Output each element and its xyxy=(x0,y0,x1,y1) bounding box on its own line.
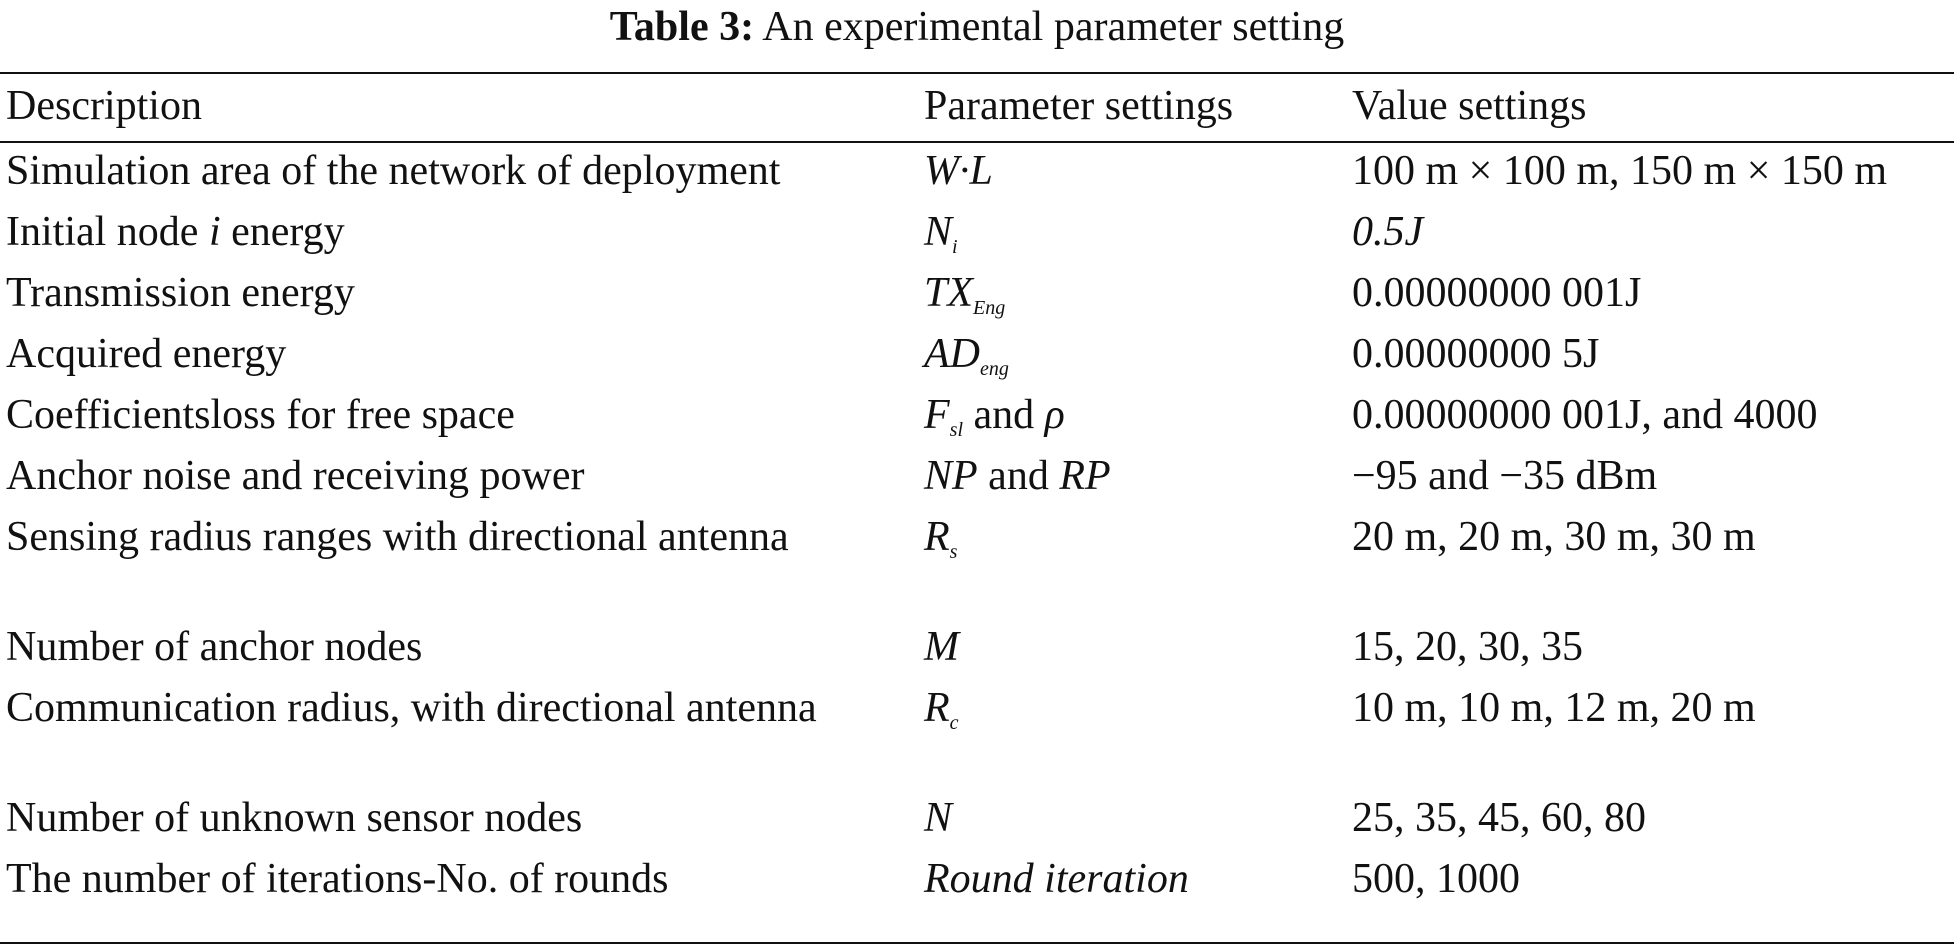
header-value-settings: Value settings xyxy=(1352,83,1587,129)
parameter-subscript: i xyxy=(952,236,958,258)
parameter-symbol: N xyxy=(924,209,953,255)
parameter-symbol: R xyxy=(924,685,950,731)
table-row xyxy=(6,682,1952,792)
table-caption xyxy=(0,2,1954,52)
parameter-subscript: s xyxy=(949,541,958,563)
table-row xyxy=(6,511,1952,621)
parameter-table xyxy=(6,80,1952,914)
table-row xyxy=(6,328,1952,389)
value-cell: 10 m, 10 m, 12 m, 20 m xyxy=(1352,685,1756,731)
table-row xyxy=(6,267,1952,328)
parameter-conjunction: and xyxy=(977,453,1060,499)
description-cell: Coefficientsloss for free space xyxy=(6,392,515,438)
parameter-symbol-second: RP xyxy=(1059,453,1111,499)
description-cell: Sensing radius ranges with directional antenna xyxy=(6,514,789,560)
table-caption-text: An experimental parameter setting xyxy=(762,4,1345,50)
description-cell: Number of unknown sensor nodes xyxy=(6,795,583,841)
table-row xyxy=(6,853,1952,914)
description-cell: Transmission energy xyxy=(6,270,355,316)
value-cell: 15, 20, 30, 35 xyxy=(1352,624,1583,670)
parameter-cell: M xyxy=(924,624,959,670)
table-row xyxy=(6,206,1952,267)
table-row xyxy=(6,450,1952,511)
header-description: Description xyxy=(6,83,202,129)
bottom-rule xyxy=(0,942,1954,944)
table-row xyxy=(6,389,1952,450)
parameter-subscript: eng xyxy=(980,358,1009,380)
description-text: energy xyxy=(220,209,345,255)
value-cell: 0.00000000 001J, and 4000 xyxy=(1352,392,1818,438)
parameter-cell xyxy=(924,206,1352,267)
description-cell: Simulation area of the network of deployment xyxy=(6,148,781,194)
value-cell: 0.00000000 001J xyxy=(1352,270,1642,316)
parameter-subscript: c xyxy=(949,712,959,734)
header-row xyxy=(6,80,1952,142)
parameter-symbol-second: ρ xyxy=(1044,392,1065,438)
parameter-cell xyxy=(924,328,1352,389)
description-cell xyxy=(6,206,924,267)
parameter-symbol: R xyxy=(924,514,950,560)
parameter-cell xyxy=(924,682,1352,792)
description-cell: The number of iterations-No. of rounds xyxy=(6,856,669,902)
value-cell: 500, 1000 xyxy=(1352,856,1520,902)
value-cell: 100 m × 100 m, 150 m × 150 m xyxy=(1352,148,1888,194)
parameter-symbol: AD xyxy=(924,331,980,377)
value-cell: 20 m, 20 m, 30 m, 30 m xyxy=(1352,514,1756,560)
parameter-symbol: F xyxy=(924,392,950,438)
top-rule xyxy=(0,72,1954,74)
description-variable: i xyxy=(208,209,221,255)
parameter-cell xyxy=(924,267,1352,328)
description-cell: Acquired energy xyxy=(6,331,287,377)
table-row xyxy=(6,621,1952,682)
value-cell: −95 and −35 dBm xyxy=(1352,453,1658,499)
parameter-cell xyxy=(924,389,1352,450)
description-text: Initial node xyxy=(6,209,209,255)
value-cell: 0.5J xyxy=(1352,209,1424,255)
header-parameter-settings: Parameter settings xyxy=(924,83,1234,129)
parameter-cell: W·L xyxy=(924,148,993,194)
parameter-subscript: sl xyxy=(949,419,963,441)
table-row xyxy=(6,792,1952,853)
parameter-cell xyxy=(924,450,1352,511)
table-caption-label: Table 3: xyxy=(609,4,755,50)
value-cell: 25, 35, 45, 60, 80 xyxy=(1352,795,1646,841)
value-cell: 0.00000000 5J xyxy=(1352,331,1600,377)
description-cell: Number of anchor nodes xyxy=(6,624,423,670)
description-cell: Communication radius, with directional antenna xyxy=(6,685,817,731)
parameter-conjunction: and xyxy=(963,392,1045,438)
parameter-cell xyxy=(924,511,1352,621)
parameter-symbol: NP xyxy=(924,453,978,499)
parameter-cell: Round iteration xyxy=(924,856,1189,902)
parameter-subscript: Eng xyxy=(973,297,1006,319)
parameter-cell: N xyxy=(924,795,953,841)
parameter-symbol: TX xyxy=(924,270,974,316)
table-row xyxy=(6,142,1952,206)
description-cell: Anchor noise and receiving power xyxy=(6,453,585,499)
